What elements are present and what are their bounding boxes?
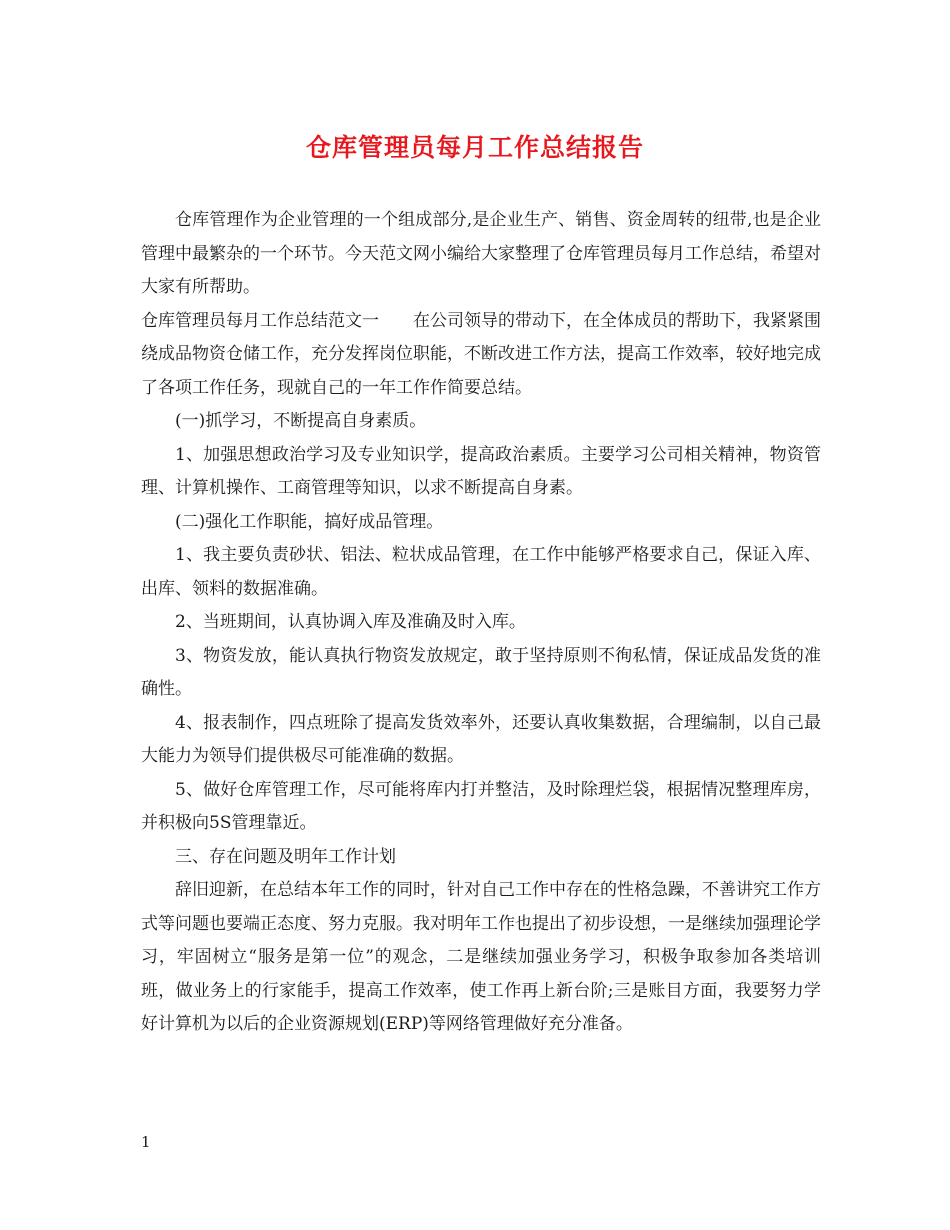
page-number: 1 [141, 1133, 151, 1151]
paragraph-item-1: 1、我主要负责砂状、铝法、粒状成品管理，在工作中能够严格要求自己，保证入库、出库、领料的数据准确。 [141, 545, 821, 599]
paragraph-item-2: 2、当班期间，认真协调入库及准确及时入库。 [175, 612, 526, 632]
document-title: 仓库管理员每月工作总结报告 [305, 133, 644, 162]
paragraph-plan: 辞旧迎新，在总结本年工作的同时，针对自己工作中存在的性格急躁，不善讲究工作方式等问题也要端正态度、努力克服。我对明年工作也提出了初步设想，一是继续加强理论学习，牢固树立“服务是第一位”的观念，二是继续加强业务学习，积极争取参加各类培训班，做业务上的行家能手，提高工作效率，使工作再上新台阶;三是账目方面，我要努力学好计算机为以后的企业资源规划(ERP)等网络管理做好充分准备。 [141, 880, 821, 1034]
document-body [141, 204, 821, 1042]
paragraph-item-3: 3、物资发放，能认真执行物资发放规定，敢于坚持原则不徇私情，保证成品发货的准确性。 [141, 645, 821, 699]
section-intro: 在公司领导的带动下，在全体成员的帮助下，我紧紧围绕成品物资仓储工作，充分发挥岗位职能，不断改进工作方法，提高工作效率，较好地完成了各项工作任务，现就自己的一年工作作简要总结。 [141, 310, 821, 398]
paragraph-item-5: 5、做好仓库管理工作，尽可能将库内打并整洁，及时除理烂袋，根据情况整理库房，并积极向5S管理靠近。 [141, 779, 821, 833]
intro-paragraph: 仓库管理作为企业管理的一个组成部分,是企业生产、销售、资金周转的纽带,也是企业管理中最繁杂的一个环节。今天范文网小编给大家整理了仓库管理员每月工作总结，希望对大家有所帮助。 [141, 210, 821, 297]
heading-problems-plan: 三、存在问题及明年工作计划 [175, 846, 396, 867]
paragraph-item-4: 4、报表制作，四点班除了提高发货效率外，还要认真收集数据，合理编制，以自己最大能力为领导们提供极尽可能准确的数据。 [141, 712, 821, 766]
heading-product-management: (二)强化工作职能，搞好成品管理。 [175, 511, 444, 532]
paragraph-political-study: 1、加强思想政治学习及专业知识学，提高政治素质。主要学习公司相关精神，物资管理、计算机操作、工商管理等知识，以求不断提高自身素。 [141, 444, 821, 498]
section-paragraph [141, 305, 821, 406]
section-heading: 仓库管理员每月工作总结范文一 [141, 310, 379, 331]
heading-study: (一)抓学习，不断提高自身素质。 [175, 411, 427, 431]
